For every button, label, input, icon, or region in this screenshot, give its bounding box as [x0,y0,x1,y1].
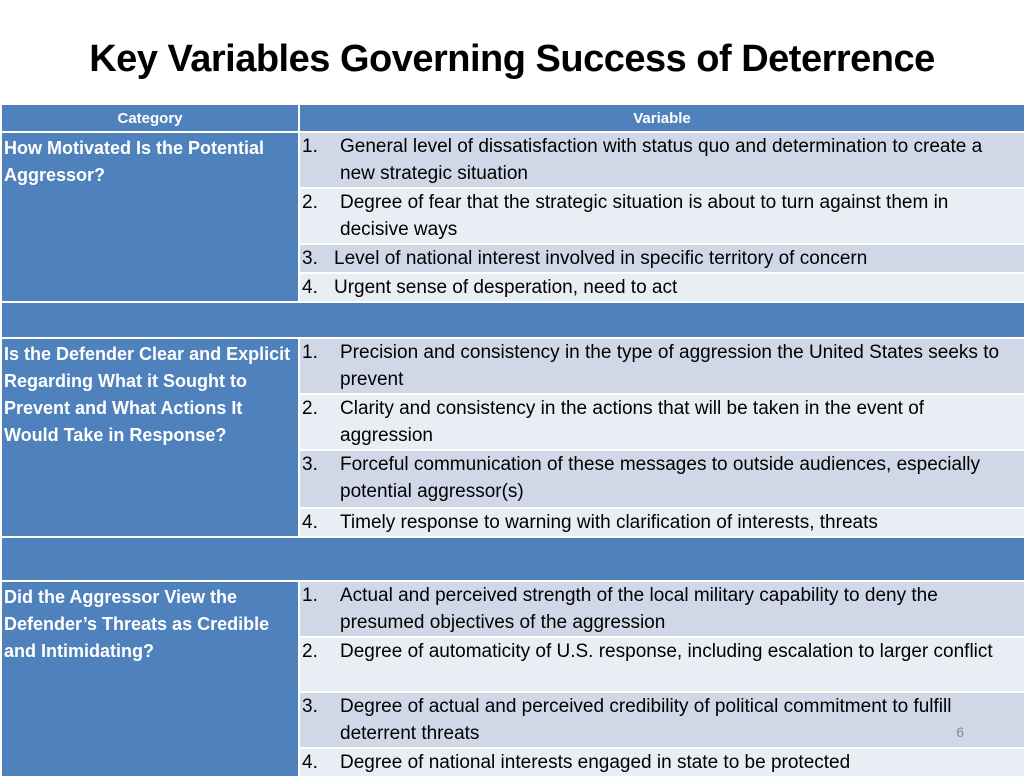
variable-cell [299,581,1024,637]
variable-number: 4. [302,512,318,533]
variable-text: Actual and perceived strength of the local military capability to deny the presumed objectives of the aggression [340,585,938,633]
section-divider [1,537,1024,581]
variable-cell [299,637,1024,692]
variable-cell [299,508,1024,537]
page-number: 6 [956,724,964,740]
variable-number: 2. [302,398,318,419]
table-row [1,132,1024,188]
variable-text: Degree of actual and perceived credibility of political commitment to fulfill deterrent threats [340,696,952,744]
variable-text: Degree of automaticity of U.S. response, including escalation to larger conflict [340,641,993,662]
section-divider-row [1,537,1024,581]
variable-cell [299,692,1024,748]
table-row [1,338,1024,394]
variable-cell [299,338,1024,394]
variable-number: 3. [302,248,318,269]
variable-text: Clarity and consistency in the actions that will be taken in the event of aggression [340,398,925,446]
header-category: Category [1,104,299,132]
variable-number: 3. [302,696,318,717]
table-header-row [1,104,1024,132]
header-variable: Variable [299,104,1024,132]
variable-number: 2. [302,192,318,213]
category-cell-motivation: How Motivated Is the Potential Aggressor? [1,132,299,302]
variable-text: General level of dissatisfaction with status quo and determination to create a new strategic situation [340,136,983,184]
variable-number: 1. [302,342,318,363]
variable-cell [299,450,1024,508]
variable-cell [299,748,1024,777]
variable-cell [299,273,1024,302]
variable-number: 1. [302,136,318,157]
variable-text: Degree of fear that the strategic situation is about to turn against them in decisive ways [340,192,949,240]
variable-cell [299,188,1024,244]
variable-text: Degree of national interests engaged in state to be protected [340,752,851,773]
variable-text: Urgent sense of desperation, need to act [334,277,678,298]
category-cell-credibility: Did the Aggressor View the Defender’s Threats as Credible and Intimidating? [1,581,299,777]
variable-cell [299,132,1024,188]
section-divider-row [1,302,1024,338]
variable-text: Forceful communication of these messages to outside audiences, especially potential aggressor(s) [340,454,981,502]
variable-number: 2. [302,641,318,662]
variable-number: 4. [302,752,318,773]
variable-text: Level of national interest involved in specific territory of concern [334,248,868,269]
variable-cell [299,394,1024,450]
variable-cell [299,244,1024,273]
variable-number: 1. [302,585,318,606]
variable-text: Timely response to warning with clarification of interests, threats [340,512,878,533]
table-row [1,581,1024,637]
slide-title: Key Variables Governing Success of Deterrence [89,38,935,80]
variable-text: Precision and consistency in the type of aggression the United States seeks to prevent [340,342,1000,390]
section-divider [1,302,1024,338]
variable-number: 3. [302,454,318,475]
variable-number: 4. [302,277,318,298]
deterrence-variables-table [0,103,1024,778]
category-cell-clarity: Is the Defender Clear and Explicit Regarding What it Sought to Prevent and What Actions It Would Take in Response? [1,338,299,537]
